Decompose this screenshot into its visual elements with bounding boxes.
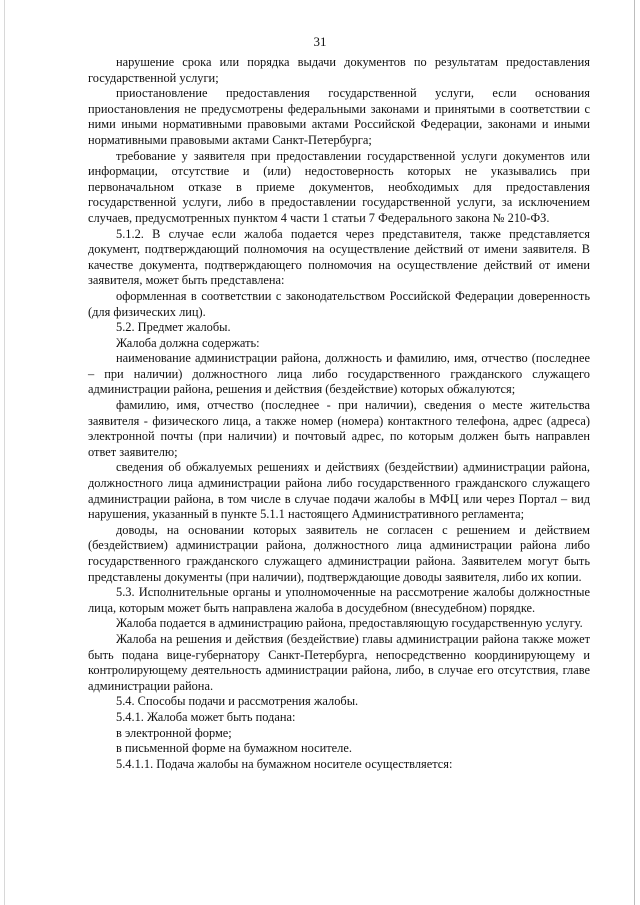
paragraph: Жалоба подается в администрацию района, предоставляющую государственную услугу. (116, 616, 583, 631)
paragraph: 5.4.1. Жалоба может быть подана: (116, 709, 296, 724)
paragraph: приостановление предоставления государственной услуги, если основания приостановления не предусмотрены федеральными законами и принятыми в соответствии с ними иными нормативными правовыми актами Российской Федерации, законами и иными нормативными правовыми актами Санкт-Петербурга; (88, 86, 590, 147)
paragraph: 5.4.1.1. Подача жалобы на бумажном носителе осуществляется: (116, 756, 453, 771)
paragraph: наименование администрации района, должность и фамилию, имя, отчество (последнее – при наличии) должностного лица либо государственного гражданского служащего администрации района, решения и действия (бездействие) которых обжалуются; (88, 351, 590, 397)
paragraph: требование у заявителя при предоставлении государственной услуги документов или информации, отсутствие и (или) недостоверность которых не указывались при первоначальном отказе в приеме документов, необходимых для предоставления государственной услуги, либо в предоставлении государственной услуги, за исключением случаев, предусмотренных пунктом 4 части 1 статьи 7 Федерального закона № 210-ФЗ. (88, 148, 590, 225)
paragraph: фамилию, имя, отчество (последнее - при наличии), сведения о месте жительства заявителя - физического лица, а также номер (номера) контактного телефона, адрес (адреса) электронной почты (при наличии) и почтовый адрес, по которым должен быть направлен ответ заявителю; (88, 398, 590, 459)
paragraph: сведения об обжалуемых решениях и действиях (бездействии) администрации района, должностного лица администрации района либо государственного гражданского служащего администрации района, в том числе в случае подачи жалобы в МФЦ или через Портал – вид нарушения, указанный в пункте 5.1.1 настоящего Административного регламента; (88, 460, 590, 522)
paragraph: Жалоба должна содержать: (116, 335, 260, 350)
paragraph: 5.2. Предмет жалобы. (116, 320, 231, 335)
document-body (88, 55, 590, 772)
scan-right-edge (634, 0, 635, 905)
paragraph: нарушение срока или порядка выдачи документов по результатам предоставления государственной услуги; (88, 55, 590, 85)
paragraph: доводы, на основании которых заявитель не согласен с решением и действием (бездействием) администрации района, должностного лица администрации района либо государственного гражданского служащего администрации района. Заявителем могут быть представлены документы (при наличии), подтверждающие доводы заявителя, либо их копии. (88, 522, 590, 584)
paragraph: Жалоба на решения и действия (бездействие) главы администрации района также может быть подана вице-губернатору Санкт-Петербурга, непосредственно координирующему и контролирующему деятельность администрации района, либо, в случае его отсутствия, главе администрации района. (88, 631, 590, 693)
paragraph: в электронной форме; (116, 725, 232, 740)
paragraph: 5.3. Исполнительные органы и уполномоченные на рассмотрение жалобы должностные лица, которым может быть направлена жалоба в досудебном (внесудебном) порядке. (88, 585, 590, 615)
paragraph: 5.4. Способы подачи и рассмотрения жалобы. (116, 694, 359, 709)
paragraph: в письменной форме на бумажном носителе. (116, 741, 352, 756)
scan-left-edge (4, 0, 5, 905)
paragraph: 5.1.2. В случае если жалоба подается через представителя, также представляется документ, подтверждающий полномочия на осуществление действий от имени заявителя. В качестве документа, подтверждающего полномочия на осуществление действий от имени заявителя, может быть представлена: (88, 226, 590, 288)
page-number: 31 (313, 34, 327, 49)
paragraph: оформленная в соответствии с законодательством Российской Федерации доверенность (для физических лиц). (88, 288, 590, 319)
